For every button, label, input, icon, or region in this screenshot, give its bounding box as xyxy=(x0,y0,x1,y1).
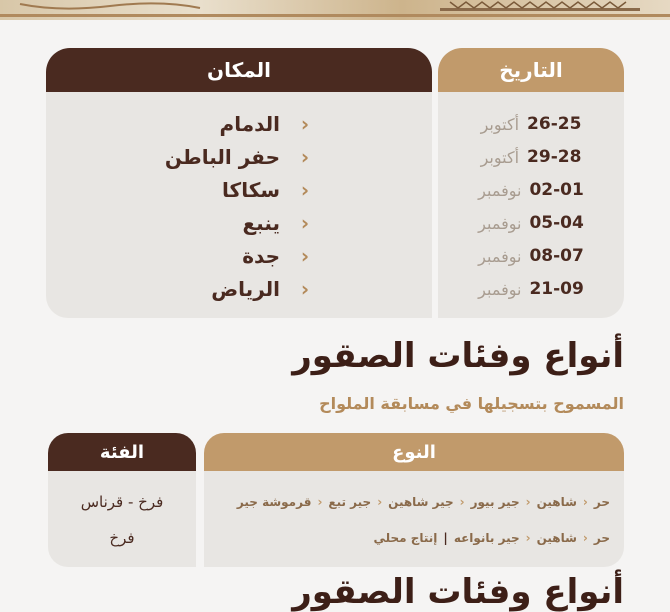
place-item xyxy=(242,240,312,272)
date-range: 08-07 xyxy=(529,246,584,266)
date-month: أكتوبر xyxy=(480,114,520,134)
place-list-panel xyxy=(46,92,432,318)
date-range: 05-04 xyxy=(529,213,584,233)
date-range: 26-25 xyxy=(527,114,582,134)
place-name: الدمام xyxy=(219,112,280,136)
section-title: أنواع وفئات الصقور xyxy=(292,336,624,376)
date-list-panel xyxy=(438,92,624,318)
date-item xyxy=(438,207,624,239)
pattern-ornament-icon xyxy=(0,0,670,20)
type-panel xyxy=(204,471,624,567)
type-item: حر xyxy=(593,531,610,545)
date-range: 02-01 xyxy=(529,180,584,200)
type-item: جير تبع xyxy=(328,495,372,509)
chevron-left-icon: ‹ xyxy=(300,112,310,136)
place-item xyxy=(222,174,312,206)
divider: | xyxy=(443,531,448,545)
chevron-left-icon: ‹ xyxy=(300,244,310,268)
date-item xyxy=(438,273,624,305)
type-item: شاهين xyxy=(536,495,577,509)
date-range: 21-09 xyxy=(529,279,584,299)
place-name: حفر الباطن xyxy=(164,145,280,169)
section-title-repeat: أنواع وفئات الصقور xyxy=(292,572,624,612)
type-item: قرموشة جير xyxy=(236,495,312,509)
date-month: نوفمبر xyxy=(478,246,522,266)
chevron-left-icon: ‹ xyxy=(300,277,310,301)
chevron-left-icon: ‹ xyxy=(582,531,588,545)
chevron-left-icon: ‹ xyxy=(300,211,310,235)
type-row xyxy=(373,531,610,545)
date-month: نوفمبر xyxy=(478,180,522,200)
place-header xyxy=(46,48,432,92)
date-item xyxy=(438,108,624,140)
place-item xyxy=(220,108,312,140)
chevron-left-icon: ‹ xyxy=(525,531,531,545)
date-month: نوفمبر xyxy=(478,279,522,299)
type-item: جير شاهين xyxy=(388,495,454,509)
type-item: جير بانواعه xyxy=(453,531,520,545)
place-header-label: المكان xyxy=(207,58,271,82)
type-item: حر xyxy=(593,495,610,509)
category-panel xyxy=(48,471,196,567)
chevron-left-icon: ‹ xyxy=(459,495,465,509)
date-item xyxy=(438,141,624,173)
chevron-left-icon: ‹ xyxy=(582,495,588,509)
date-header xyxy=(438,48,624,92)
place-item xyxy=(243,207,313,239)
date-month: أكتوبر xyxy=(480,147,520,167)
decorative-top-band xyxy=(0,0,670,20)
chevron-left-icon: ‹ xyxy=(300,145,310,169)
category-header-label: الفئة xyxy=(99,441,145,463)
chevron-left-icon: ‹ xyxy=(377,495,383,509)
date-item xyxy=(438,174,624,206)
chevron-left-icon: ‹ xyxy=(525,495,531,509)
place-item xyxy=(211,273,312,305)
date-item xyxy=(438,240,624,272)
place-name: الرياض xyxy=(211,277,280,301)
section-subtitle: المسموح بتسجيلها في مسابقة الملواح xyxy=(319,394,624,413)
place-name: ينبع xyxy=(242,211,280,235)
type-header-label: النوع xyxy=(392,441,436,463)
place-item xyxy=(165,141,312,173)
category-item: فرخ - قرناس xyxy=(80,493,164,511)
date-range: 29-28 xyxy=(527,147,582,167)
place-name: سكاكا xyxy=(222,178,280,202)
chevron-left-icon: ‹ xyxy=(317,495,323,509)
type-item: شاهين xyxy=(536,531,577,545)
place-name: جدة xyxy=(242,244,280,268)
date-month: نوفمبر xyxy=(478,213,522,233)
chevron-left-icon: ‹ xyxy=(300,178,310,202)
category-item: فرخ xyxy=(109,529,135,547)
type-item: إنتاج محلي xyxy=(373,531,438,545)
date-header-label: التاريخ xyxy=(499,58,563,82)
type-header xyxy=(204,433,624,471)
type-row xyxy=(237,495,610,509)
type-item: جير بيور xyxy=(470,495,520,509)
category-header xyxy=(48,433,196,471)
